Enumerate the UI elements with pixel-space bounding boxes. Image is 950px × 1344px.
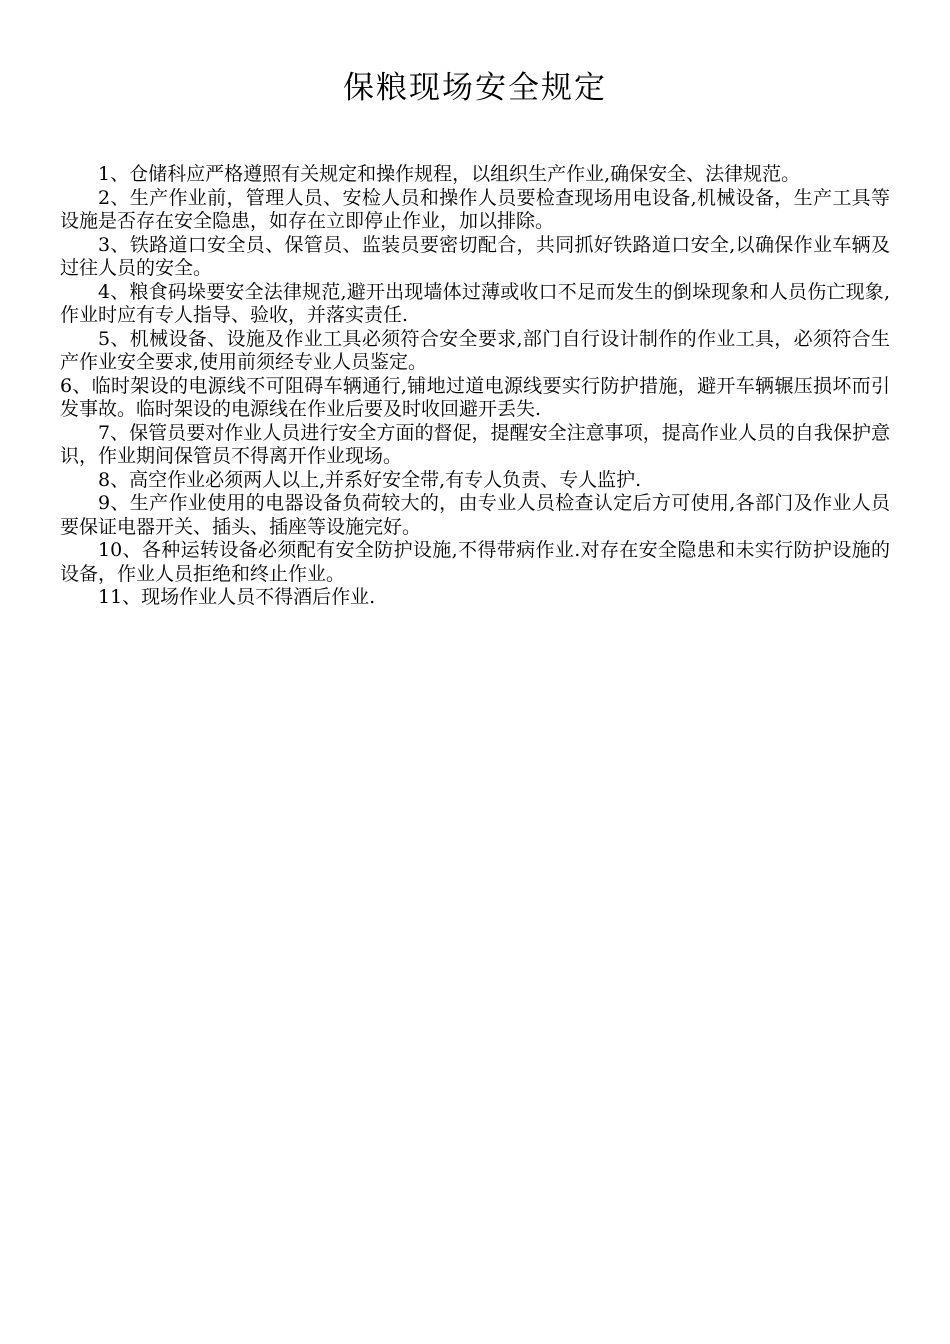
- regulation-item-6: 6、临时架设的电源线不可阻碍车辆通行,铺地过道电源线要实行防护措施，避开车辆辗压损坏而引发事故。临时架设的电源线在作业后要及时收回避开丢失.: [60, 374, 890, 420]
- regulation-item-8: 8、高空作业必须两人以上,并系好安全带,有专人负责、专人监护.: [98, 468, 642, 491]
- regulation-item-1: 1、仓储科应严格遵照有关规定和操作规程，以组织生产作业,确保安全、法律规范。: [98, 163, 801, 185]
- regulation-item-9: 9、生产作业使用的电器设备负荷较大的，由专业人员检查认定后方可使用,各部门及作业人员要保证电器开关、插头、插座等设施完好。: [60, 492, 890, 538]
- document-title: 保粮现场安全规定: [343, 70, 607, 106]
- regulation-item-2: 2、生产作业前，管理人员、安检人员和操作人员要检查现场用电设备,机械设备，生产工具等设施是否存在安全隐患，如存在立即停止作业，加以排除。: [60, 186, 890, 232]
- regulation-item-7: 7、保管员要对作业人员进行安全方面的督促，提醒安全注意事项，提高作业人员的自我保护意识，作业期间保管员不得离开作业现场。: [60, 421, 890, 467]
- regulation-item-11: 11、现场作业人员不得酒后作业.: [98, 586, 376, 608]
- regulation-list: [60, 163, 890, 610]
- regulation-item-10: 10、各种运转设备必须配有安全防护设施,不得带病作业.对存在安全隐患和未实行防护设施的设备，作业人员拒绝和终止作业。: [60, 539, 890, 585]
- regulation-item-4: 4、粮食码垛要安全法律规范,避开出现墙体过薄或收口不足而发生的倒垛现象和人员伤亡现象,作业时应有专人指导、验收，并落实责任.: [60, 280, 890, 326]
- regulation-item-5: 5、机械设备、设施及作业工具必须符合安全要求,部门自行设计制作的作业工具，必须符合生产作业安全要求,使用前须经专业人员鉴定。: [60, 327, 890, 373]
- regulation-item-3: 3、铁路道口安全员、保管员、监装员要密切配合，共同抓好铁路道口安全,以确保作业车辆及过往人员的安全。: [60, 233, 890, 279]
